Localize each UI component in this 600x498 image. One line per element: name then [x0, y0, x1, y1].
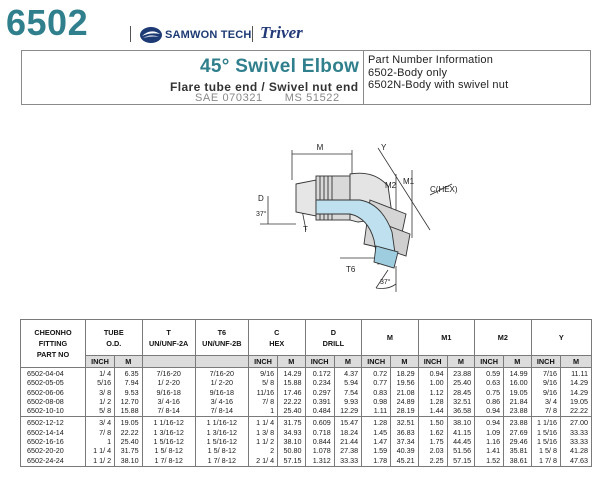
cell-value: 1 1/16-12 [206, 418, 238, 428]
cell-value: 1.62 [429, 427, 444, 437]
subheader-mm: M [504, 356, 531, 368]
cell-value: 22.22 [120, 427, 139, 437]
subheader-inch: INCH [248, 356, 277, 368]
cell-value: 11/16 [256, 387, 275, 397]
header-part-no: CHEONHO FITTING PART NO [21, 320, 86, 368]
cell-value: 16.00 [509, 378, 528, 388]
page-header [6, 4, 596, 48]
header-t: T UN/UNF-2A [142, 320, 195, 356]
cell-value: 0.609 [312, 418, 331, 428]
dim-c-hex-label: C(HEX) [430, 185, 458, 194]
header-divider [130, 26, 131, 42]
cell-value: 12.70 [120, 396, 139, 406]
cell-value: 3/ 4-16 [210, 396, 234, 406]
cell-value: 0.844 [312, 437, 331, 447]
cell-value: 27.00 [570, 418, 588, 428]
cell-value: 3/ 8 [99, 387, 112, 397]
cell-value: 1 5/16-12 [206, 437, 238, 447]
cell-value: 15.88 [283, 378, 302, 388]
cell-value: 2 1/ 4 [256, 455, 275, 465]
cell-value: 6502-08-08 [27, 396, 64, 406]
cell-value: 23.88 [453, 369, 472, 378]
cell-col-tube-mm [115, 368, 142, 417]
cell-col-m-mm [391, 417, 418, 466]
cell-value: 25.40 [283, 406, 302, 416]
cell-value: 2.03 [429, 446, 444, 456]
cell-value: 6502-04-04 [27, 369, 64, 378]
cell-col-part [21, 368, 86, 417]
cell-value: 1/ 2-20 [210, 378, 234, 388]
cell-col-d-in [305, 417, 334, 466]
cell-col-y-in [531, 417, 560, 466]
cell-col-t6 [195, 368, 248, 417]
cell-value: 6502-12-12 [27, 418, 64, 428]
cell-col-y-mm [561, 368, 592, 417]
cell-value: 21.84 [509, 396, 528, 406]
cell-value: 1 5/16 [537, 437, 558, 447]
triver-brand: Triver [260, 23, 303, 42]
cell-value: 6502-20-20 [27, 446, 64, 456]
cell-value: 1.45 [373, 427, 388, 437]
cell-value: 28.45 [453, 387, 472, 397]
cell-value: 1 7/ 8-12 [154, 455, 183, 465]
cell-value: 22.22 [283, 396, 302, 406]
cell-value: 1.50 [429, 418, 444, 428]
cell-value: 2 [270, 446, 275, 456]
cell-value: 41.15 [453, 427, 472, 437]
subheader-inch: INCH [362, 356, 391, 368]
cell-value: 3/ 4-16 [157, 396, 180, 406]
samwon-logo-icon [139, 26, 163, 44]
cell-value: 38.10 [120, 455, 139, 465]
cell-value: 23.88 [509, 418, 528, 428]
dim-t-label: T [303, 225, 308, 234]
cell-value: 9.53 [124, 387, 139, 397]
series-code: 6502 [6, 2, 89, 43]
cell-value: 9/16 [543, 378, 558, 388]
cell-col-c-in [248, 417, 277, 466]
cell-value: 9/16 [543, 387, 558, 397]
header-y: Y [531, 320, 591, 356]
cell-value: 15.47 [340, 418, 359, 428]
cell-value: 9/16-18 [156, 387, 181, 397]
cell-value: 1.47 [373, 437, 388, 447]
dim-t6-label: T6 [346, 265, 356, 274]
table-row-group [21, 368, 592, 417]
cell-value: 7/ 8-14 [210, 406, 234, 416]
cell-col-m2-mm [504, 368, 531, 417]
product-subtitle: Flare tube end / Swivel nut end [170, 80, 359, 94]
cell-value: 7/16 [543, 369, 558, 378]
cell-value: 0.94 [486, 418, 501, 428]
cell-value: 1 5/16 [537, 427, 558, 437]
cell-value: 1 [270, 406, 275, 416]
cell-col-m2-mm [504, 417, 531, 466]
cell-value: 1/ 2 [99, 396, 112, 406]
subheader-inch: INCH [531, 356, 560, 368]
cell-value: 36.83 [396, 427, 415, 437]
cell-value: 1.078 [312, 446, 331, 456]
cell-value: 5.94 [344, 378, 359, 388]
cell-value: 1/ 2-20 [157, 378, 180, 388]
cell-value: 9.93 [344, 396, 359, 406]
cell-value: 5/16 [97, 378, 112, 388]
cell-col-m1-in [418, 368, 447, 417]
subheader-mm: M [115, 356, 142, 368]
cell-value: 1.312 [312, 455, 331, 465]
cell-value: 1 1/16 [537, 418, 558, 428]
cell-value: 1 3/16-12 [153, 427, 184, 437]
part-number-info [368, 54, 508, 92]
cell-value: 34.93 [283, 427, 302, 437]
cell-value: 2.25 [429, 455, 444, 465]
cell-value: 14.29 [570, 378, 588, 388]
cell-value: 19.56 [396, 378, 415, 388]
cell-value: 0.484 [312, 406, 331, 416]
cell-value: 14.29 [283, 369, 302, 378]
cell-col-d-in [305, 368, 334, 417]
cell-value: 31.75 [283, 418, 302, 428]
cell-value: 6.35 [124, 369, 139, 378]
cell-col-tube-in [85, 417, 114, 466]
cell-col-tube-in [85, 368, 114, 417]
table-header-row [21, 320, 592, 356]
title-box-divider [363, 51, 364, 104]
table-subheader-row [21, 356, 592, 368]
cell-value: 9/16 [260, 369, 275, 378]
cell-value: 50.80 [283, 446, 302, 456]
cell-col-d-mm [334, 417, 361, 466]
fitting-diagram [200, 140, 500, 310]
cell-value: 31.75 [120, 446, 139, 456]
dim-m2-label: M2 [385, 181, 397, 190]
product-title: 45° Swivel Elbow [200, 56, 360, 77]
subheader-mm: M [391, 356, 418, 368]
cell-value: 57.15 [283, 455, 302, 465]
cell-value: 3/ 4 [545, 396, 558, 406]
cell-value: 5/ 8 [262, 378, 275, 388]
part-info-heading: Part Number Information [368, 54, 494, 66]
cell-value: 40.39 [396, 446, 415, 456]
cell-value: 21.44 [340, 437, 359, 447]
cell-value: 1 1/ 2 [256, 437, 275, 447]
cell-value: 25.40 [120, 437, 139, 447]
cell-value: 4.37 [344, 369, 359, 378]
cell-value: 1 [107, 437, 112, 447]
cell-value: 1.00 [429, 378, 444, 388]
cell-value: 18.24 [340, 427, 359, 437]
cell-value: 19.05 [509, 387, 528, 397]
cell-value: 3/ 4 [99, 418, 112, 428]
subheader-inch: INCH [305, 356, 334, 368]
header-t6: T6 UN/UNF-2B [195, 320, 248, 356]
cell-value: 19.05 [120, 418, 139, 428]
header-c-hex: C HEX [248, 320, 305, 356]
cell-value: 23.88 [509, 406, 528, 416]
cell-col-tube-mm [115, 417, 142, 466]
cell-value: 1.44 [429, 406, 444, 416]
subheader-mm: M [278, 356, 305, 368]
cell-value: 57.15 [453, 455, 472, 465]
cell-value: 18.29 [396, 369, 415, 378]
cell-value: 22.22 [570, 406, 588, 416]
samwon-brand: SAMWON TECH [165, 29, 252, 41]
cell-value: 0.75 [486, 387, 501, 397]
cell-value: 1 5/ 8-12 [207, 446, 237, 456]
part-info-line: 6502N-Body with swivel nut [368, 79, 509, 91]
cell-value: 0.172 [312, 369, 331, 378]
cell-value: 1 5/ 8-12 [154, 446, 183, 456]
cell-col-t6 [195, 417, 248, 466]
cell-value: 1 1/ 2 [93, 455, 112, 465]
cell-value: 1 1/ 4 [93, 446, 112, 456]
cell-value: 9/16-18 [209, 387, 235, 397]
cell-value: 19.05 [570, 396, 588, 406]
cell-col-m2-in [475, 417, 504, 466]
cell-value: 0.718 [312, 427, 331, 437]
cell-value: 6502-14-14 [27, 427, 64, 437]
cell-value: 1.28 [429, 396, 444, 406]
cell-col-y-mm [561, 417, 592, 466]
standard-ms: MS 51522 [284, 92, 340, 104]
standard-sae: SAE 070321 [195, 92, 263, 104]
header-m: M [362, 320, 418, 356]
cell-value: 1 3/ 8 [256, 427, 275, 437]
cell-value: 1.52 [486, 455, 501, 465]
cell-value: 17.46 [283, 387, 302, 397]
cell-value: 1/ 4 [99, 369, 112, 378]
cell-value: 5/ 8 [99, 406, 112, 416]
cell-value: 6502-05-05 [27, 378, 64, 388]
cell-value: 1.11 [373, 406, 388, 416]
cell-value: 1 7/ 8 [539, 455, 558, 465]
cell-value: 1 5/16-12 [153, 437, 184, 447]
cell-value: 6502-06-06 [27, 387, 64, 397]
cell-value: 47.63 [570, 455, 588, 465]
subheader-inch: INCH [418, 356, 447, 368]
cell-col-m-in [362, 368, 391, 417]
cell-col-t [142, 368, 195, 417]
cell-value: 0.234 [312, 378, 331, 388]
cell-value: 7/ 8 [262, 396, 275, 406]
cell-value: 28.19 [396, 406, 415, 416]
cell-col-c-in [248, 368, 277, 417]
cell-value: 11.11 [571, 369, 588, 378]
cell-value: 0.391 [312, 396, 331, 406]
cell-value: 33.33 [340, 455, 359, 465]
cell-col-m1-mm [447, 417, 474, 466]
title-box [21, 50, 591, 105]
cell-value: 7/ 8 [545, 406, 558, 416]
header-m2: M2 [475, 320, 531, 356]
cell-col-m1-mm [447, 368, 474, 417]
cell-value: 38.10 [283, 437, 302, 447]
cell-value: 1.09 [486, 427, 501, 437]
cell-col-y-in [531, 368, 560, 417]
subheader-mm: M [334, 356, 361, 368]
cell-col-d-mm [334, 368, 361, 417]
cell-value: 1.59 [373, 446, 388, 456]
cell-value: 0.59 [486, 369, 501, 378]
table-row-group [21, 417, 592, 466]
cell-value: 38.10 [453, 418, 472, 428]
dim-m1-label: M1 [403, 177, 415, 186]
cell-value: 21.08 [396, 387, 415, 397]
cell-value: 14.29 [570, 387, 588, 397]
cell-value: 7/16-20 [156, 369, 181, 378]
cell-value: 6502-10-10 [27, 406, 64, 416]
cell-col-m1-in [418, 417, 447, 466]
cell-col-t [142, 417, 195, 466]
cell-value: 15.88 [120, 406, 139, 416]
cell-value: 32.51 [453, 396, 472, 406]
cell-value: 0.77 [373, 378, 388, 388]
cell-value: 44.45 [453, 437, 472, 447]
cell-value: 41.28 [570, 446, 588, 456]
cell-value: 0.94 [429, 369, 444, 378]
cell-value: 0.94 [486, 406, 501, 416]
cell-value: 7/ 8-14 [157, 406, 180, 416]
cell-col-m2-in [475, 368, 504, 417]
standards-line [195, 92, 340, 105]
cell-value: 1.75 [429, 437, 444, 447]
cell-col-c-mm [278, 417, 305, 466]
cell-col-m-in [362, 417, 391, 466]
cell-value: 37.34 [396, 437, 415, 447]
cell-col-c-mm [278, 368, 305, 417]
header-divider-2 [252, 26, 253, 42]
header-d-drill: D DRILL [305, 320, 362, 356]
cell-value: 14.99 [509, 369, 528, 378]
cell-value: 7/ 8 [99, 427, 112, 437]
subheader-mm: M [561, 356, 592, 368]
cell-value: 1.28 [373, 418, 388, 428]
cell-value: 1 5/ 8 [539, 446, 558, 456]
cell-value: 27.69 [509, 427, 528, 437]
dimensions-table [20, 319, 592, 467]
cell-value: 38.61 [509, 455, 528, 465]
cell-value: 12.29 [340, 406, 359, 416]
dim-y-label: Y [381, 143, 387, 152]
cell-value: 32.51 [396, 418, 415, 428]
subheader-blank [142, 356, 195, 368]
cell-value: 24.89 [396, 396, 415, 406]
subheader-blank [195, 356, 248, 368]
cell-value: 1 3/16-12 [206, 427, 238, 437]
cell-col-m-mm [391, 368, 418, 417]
cell-value: 33.33 [570, 427, 588, 437]
subheader-mm: M [447, 356, 474, 368]
cell-value: 7/16-20 [209, 369, 235, 378]
cell-value: 33.33 [570, 437, 588, 447]
cell-value: 0.98 [373, 396, 388, 406]
cell-value: 36.58 [453, 406, 472, 416]
cell-value: 51.56 [453, 446, 472, 456]
cell-value: 45.21 [396, 455, 415, 465]
subheader-inch: INCH [85, 356, 114, 368]
cell-value: 0.63 [486, 378, 501, 388]
cell-value: 7.94 [124, 378, 139, 388]
cell-value: 25.40 [453, 378, 472, 388]
cell-value: 27.38 [340, 446, 359, 456]
cell-value: 1.12 [429, 387, 444, 397]
cell-col-part [21, 417, 86, 466]
angle-bottom-label: 37° [380, 279, 391, 286]
cell-value: 29.46 [509, 437, 528, 447]
angle-left-label: 37° [256, 211, 267, 218]
header-m1: M1 [418, 320, 474, 356]
cell-value: 6502-24-24 [27, 455, 64, 465]
cell-value: 35.81 [509, 446, 528, 456]
cell-value: 0.72 [373, 369, 388, 378]
subheader-inch: INCH [475, 356, 504, 368]
cell-value: 1.78 [373, 455, 388, 465]
dim-d-label: D [258, 194, 264, 203]
cell-value: 1 1/16-12 [153, 418, 184, 428]
cell-value: 1 1/ 4 [256, 418, 275, 428]
dim-m-label: M [316, 143, 324, 152]
cell-value: 1 7/ 8-12 [207, 455, 237, 465]
cell-value: 0.297 [312, 387, 331, 397]
cell-value: 0.86 [486, 396, 501, 406]
part-info-line: 6502-Body only [368, 66, 448, 79]
cell-value: 6502-16-16 [27, 437, 64, 447]
header-tube-od: TUBE O.D. [85, 320, 142, 356]
cell-value: 0.83 [373, 387, 388, 397]
cell-value: 1.16 [486, 437, 501, 447]
cell-value: 7.54 [344, 387, 359, 397]
cell-value: 1.41 [486, 446, 501, 456]
